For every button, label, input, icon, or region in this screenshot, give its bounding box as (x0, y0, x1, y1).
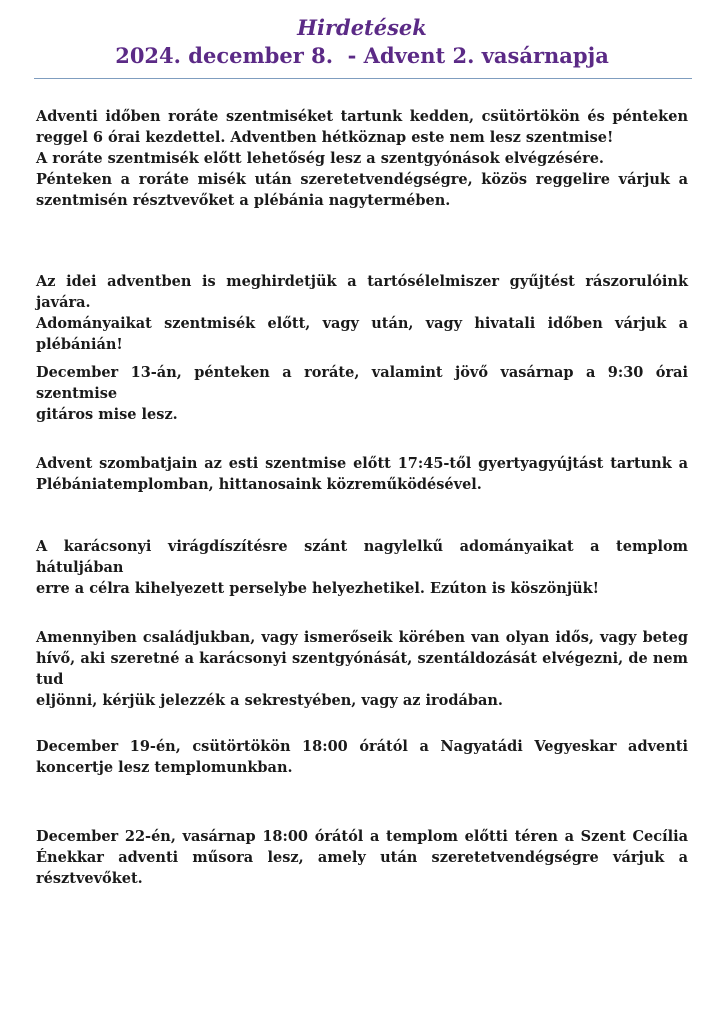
announcement-choir-concert (36, 736, 688, 778)
announcement-cecilia-choir (36, 826, 688, 889)
announcement-line: Amennyiben családjukban, vagy ismerőseik körében van olyan idős, vagy beteg (36, 629, 688, 646)
announcement-line: December 22-én, vasárnap 18:00 órától a templom előtti téren a Szent Cecília (36, 828, 688, 845)
announcement-line: résztvevőket. (36, 870, 143, 887)
announcement-candle-lighting (36, 453, 688, 495)
announcement-line: gitáros mise lesz. (36, 406, 178, 423)
announcement-line: Plébániatemplomban, hittanosaink közreműködésével. (36, 476, 482, 493)
announcement-line: Az idei adventben is meghirdetjük a tartósélelmiszer gyűjtést rászorulóink javára. (36, 273, 688, 311)
announcement-flower-donation (36, 536, 688, 599)
announcement-line: erre a célra kihelyezett perselybe helyezhetikel. Ezúton is köszönjük! (36, 580, 600, 597)
announcement-line: Advent szombatjain az esti szentmise előtt 17:45-től gyertyagyújtást tartunk a (36, 455, 688, 472)
announcement-line: eljönni, kérjük jelezzék a sekrestyében, vagy az irodában. (36, 692, 503, 709)
announcement-line: December 19-én, csütörtökön 18:00 órától a Nagyatádi Vegyeskar adventi (36, 738, 688, 755)
announcement-guitar-mass (36, 362, 688, 425)
announcement-line: reggel 6 órai kezdettel. Adventben hétköznap este nem lesz szentmise! (36, 129, 614, 146)
header-divider (34, 78, 692, 79)
announcement-sick-visits (36, 627, 688, 711)
announcement-line: hívő, aki szeretné a karácsonyi szentgyónását, szentáldozását elvégezni, de nem tud (36, 650, 688, 688)
announcement-line: Adományaikat szentmisék előtt, vagy után, vagy hivatali időben várjuk a plébánián! (36, 315, 688, 353)
announcement-rorate (36, 106, 688, 211)
announcement-line: A roráte szentmisék előtt lehetőség lesz a szentgyónások elvégzésére. (36, 150, 604, 167)
announcement-line: A karácsonyi virágdíszítésre szánt nagylelkű adományaikat a templom hátuljában (36, 538, 688, 576)
page-title: Hirdetések (297, 15, 427, 40)
announcement-line: Adventi időben roráte szentmiséket tartunk kedden, csütörtökön és pénteken (36, 108, 688, 125)
announcement-food-drive (36, 271, 688, 355)
announcement-line: Énekkar adventi műsora lesz, amely után szeretetvendégségre várjuk a (36, 849, 688, 866)
page-header (36, 14, 688, 70)
announcement-line: szentmisén résztvevőket a plébánia nagytermében. (36, 192, 451, 209)
announcement-line: koncertje lesz templomunkban. (36, 759, 293, 776)
announcement-line: Pénteken a roráte misék után szeretetvendégségre, közös reggelire várjuk a (36, 171, 688, 188)
page-subtitle: 2024. december 8. - Advent 2. vasárnapja (115, 43, 609, 68)
announcement-line: December 13-án, pénteken a roráte, valamint jövő vasárnap a 9:30 órai szentmise (36, 364, 688, 402)
